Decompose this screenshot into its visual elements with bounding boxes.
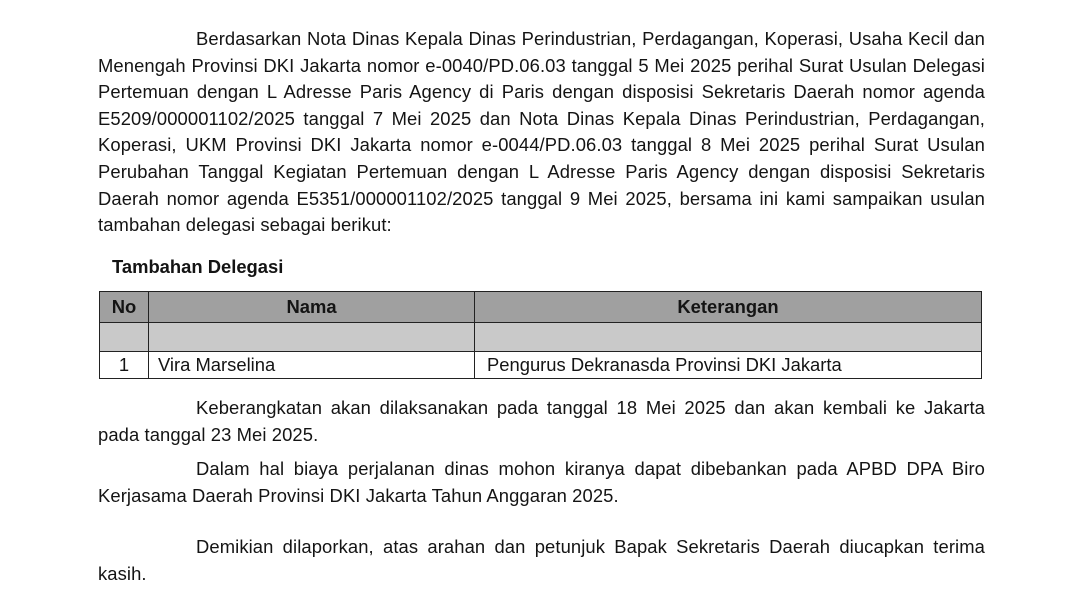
cell-nama: Vira Marselina <box>149 352 475 379</box>
paragraph-intro-text: Berdasarkan Nota Dinas Kepala Dinas Perindustrian, Perdagangan, Koperasi, Usaha Kecil dan Menengah Provinsi DKI Jakarta nomor e-0040/PD.06.03 tanggal 5 Mei 2025 perihal Surat Usulan Delegasi Pertemuan dengan L Adresse Paris Agency di Paris dengan disposisi Sekretaris Daerah nomor agenda E5209/000001102/2025 tanggal 7 Mei 2025 dan Nota Dinas Kepala Dinas Perindustrian, Perdagangan, Koperasi, UKM Provinsi DKI Jakarta nomor e-0044/PD.06.03 tanggal 8 Mei 2025 perihal Surat Usulan Perubahan Tanggal Kegiatan Pertemuan dengan L Adresse Paris Agency dengan disposisi Sekretaris Daerah nomor agenda E5351/000001102/2025 tanggal 9 Mei 2025, bersama ini kami sampaikan usulan tambahan delegasi sebagai berikut: <box>98 28 985 236</box>
table-row <box>100 352 982 379</box>
cell-no: 1 <box>100 352 149 379</box>
paragraph-intro <box>98 26 985 239</box>
paragraph-closing <box>98 534 985 587</box>
header-nama: Nama <box>149 292 475 323</box>
paragraph-budget <box>98 456 985 509</box>
paragraph-closing-text: Demikian dilaporkan, atas arahan dan petunjuk Bapak Sekretaris Daerah diucapkan terima kasih. <box>98 536 985 584</box>
table-spacer-row <box>100 323 982 352</box>
header-keterangan: Keterangan <box>475 292 982 323</box>
delegation-table <box>99 291 982 379</box>
paragraph-budget-text: Dalam hal biaya perjalanan dinas mohon kiranya dapat dibebankan pada APBD DPA Biro Kerjasama Daerah Provinsi DKI Jakarta Tahun Anggaran 2025. <box>98 458 985 506</box>
table-header-row <box>100 292 982 323</box>
cell-keterangan: Pengurus Dekranasda Provinsi DKI Jakarta <box>475 352 982 379</box>
paragraph-departure <box>98 395 985 448</box>
section-heading: Tambahan Delegasi <box>112 256 284 277</box>
header-no: No <box>100 292 149 323</box>
paragraph-departure-text: Keberangkatan akan dilaksanakan pada tanggal 18 Mei 2025 dan akan kembali ke Jakarta pada tanggal 23 Mei 2025. <box>98 397 985 445</box>
